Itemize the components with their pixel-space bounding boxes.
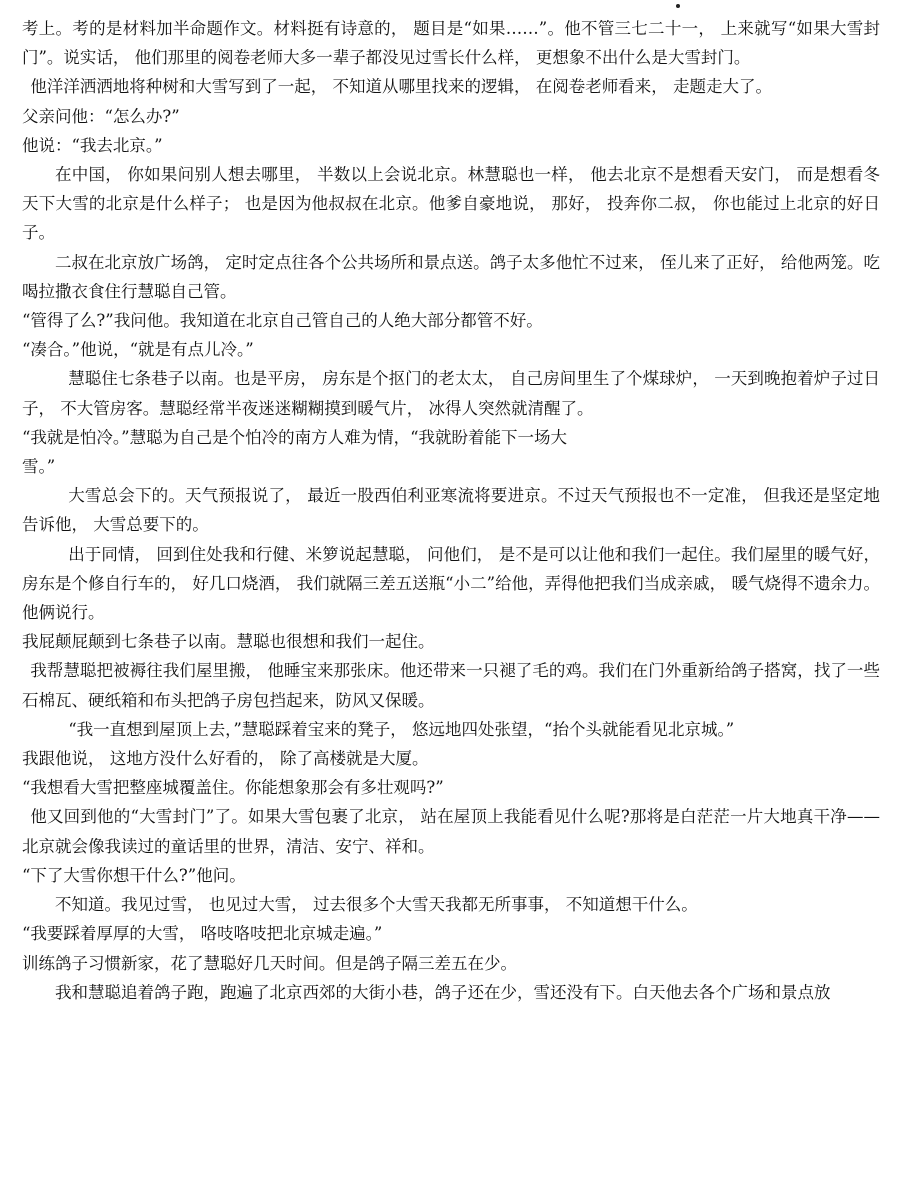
paragraph-8: “凑合。”他说，“就是有点儿冷。” [22,340,254,360]
paragraph-22: “我要踩着厚厚的大雪， 咯吱咯吱把北京城走遍。” [22,924,383,944]
paragraph-10: “我就是怕冷。”慧聪为自己是个怕冷的南方人难为情，“我就盼着能下一场大 [22,427,568,447]
paragraph-6: 二叔在北京放广场鸽， 定时定点往各个公共场所和景点送。鸽子太多他忙不过来， 侄儿来了正好， 给他两笼。吃喝拉撒衣食住行慧聪自己管。 [22,252,880,301]
paragraph-21: 不知道。我见过雪， 也见过大雪， 过去很多个大雪天我都无所事事， 不知道想干什么。 [55,895,698,915]
paragraph-11: 雪。” [22,457,56,477]
paragraph-14: 我屁颠屁颠到七条巷子以南。慧聪也很想和我们一起住。 [22,632,435,652]
paragraph-3: 父亲问他：“怎么办?” [22,106,180,126]
paragraph-12: 大雪总会下的。天气预报说了， 最近一股西伯利亚寒流将要进京。不过天气预报也不一定准， 但我还是坚定地告诉他， 大雪总要下的。 [22,486,880,535]
paragraph-1: 考上。考的是材料加半命题作文。材料挺有诗意的， 题目是“如果……”。他不管三七二十一， 上来就写“如果大雪封门”。说实话， 他们那里的阅卷老师大多一辈子都没见过雪长什么样， 更想象不出什么是大雪封门。 [22,19,880,68]
paragraph-19: 他又回到他的“大雪封门”了。如果大雪包裹了北京， 站在屋顶上我能看见什么呢?那将是白茫茫一片大地真干净——北京就会像我读过的童话里的世界，清洁、安宁、祥和。 [22,807,880,856]
paragraph-20: “下了大雪你想干什么?”他问。 [22,865,246,885]
paragraph-9: 慧聪住七条巷子以南。也是平房， 房东是个抠门的老太太， 自己房间里生了个煤球炉， 一天到晚抱着炉子过日子， 不大管房客。慧聪经常半夜迷迷糊糊摸到暖气片， 冰得人突然就清醒了。 [22,369,880,418]
paragraph-23: 训练鸽子习惯新家，花了慧聪好几天时间。但是鸽子隔三差五在少。 [22,953,517,973]
paragraph-5: 在中国， 你如果问别人想去哪里， 半数以上会说北京。林慧聪也一样， 他去北京不是想看天安门， 而是想看冬天下大雪的北京是什么样子； 也是因为他叔叔在北京。他爹自豪地说， 那好， 投奔你二叔， 你也能过上北京的好日子。 [22,165,880,243]
paragraph-18: “我想看大雪把整座城覆盖住。你能想象那会有多壮观吗?” [22,778,444,798]
paragraph-16: “我一直想到屋顶上去，”慧聪踩着宝来的凳子， 悠远地四处张望，“抬个头就能看见北京城。” [68,719,735,739]
paragraph-17: 我跟他说， 这地方没什么好看的， 除了高楼就是大厦。 [22,749,429,769]
paragraph-2: 他洋洋洒洒地将种树和大雪写到了一起， 不知道从哪里找来的逻辑， 在阅卷老师看来， 走题走大了。 [30,77,772,97]
paragraph-15: 我帮慧聪把被褥往我们屋里搬， 他睡宝来那张床。他还带来一只褪了毛的鸡。我们在门外重新给鸽子搭窝，找了一些石棉瓦、硬纸箱和布头把鸽子房包挡起来，防风又保暖。 [22,661,880,710]
paragraph-7: “管得了么?”我问他。我知道在北京自己管自己的人绝大部分都管不好。 [22,311,543,331]
paragraph-24: 我和慧聪追着鸽子跑，跑遍了北京西郊的大街小巷，鸽子还在少，雪还没有下。白天他去各个广场和景点放 [55,982,831,1002]
paragraph-13: 出于同情， 回到住处我和行健、米箩说起慧聪， 问他们， 是不是可以让他和我们一起住。我们屋里的暖气好， 房东是个修自行车的， 好几口烧酒， 我们就隔三差五送瓶“小二”给他，弄得他把我们当成亲戚， 暖气烧得不遗余力。他俩说行。 [22,544,880,623]
paragraph-4: 他说：“我去北京。” [22,135,163,155]
